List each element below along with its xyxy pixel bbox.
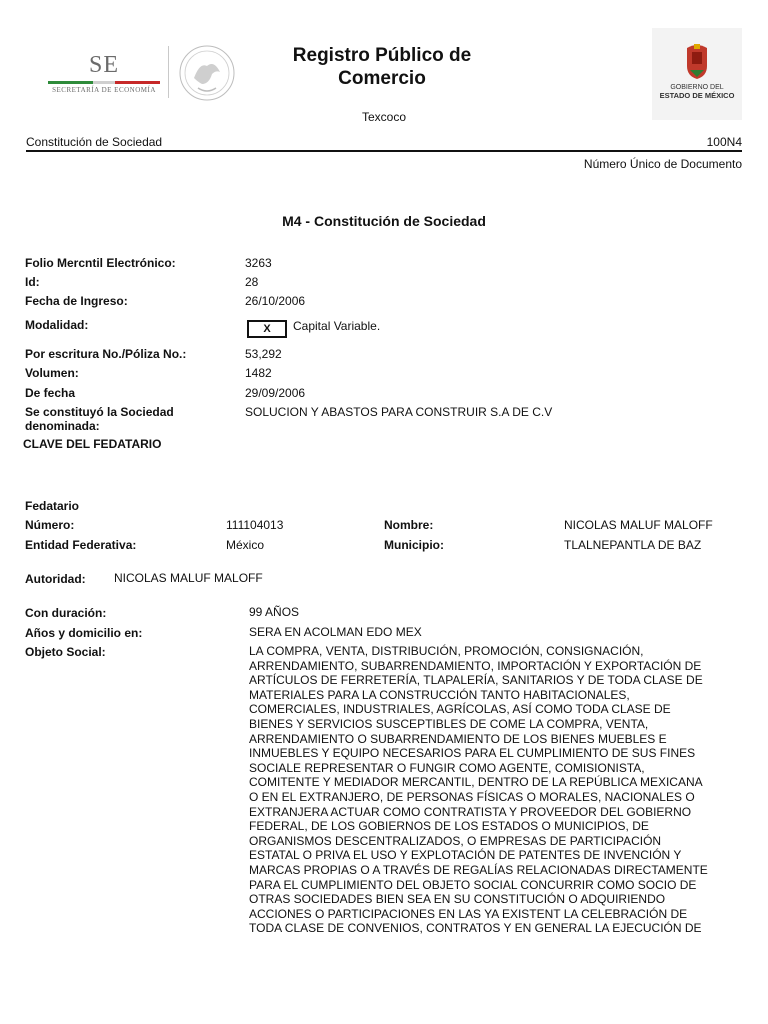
denominada-label-line-1: Se constituyó la Sociedad xyxy=(25,405,174,419)
se-logo-text: SE xyxy=(88,52,119,78)
folio-label: Folio Mercntil Electrónico: xyxy=(25,256,176,270)
entidad-value: México xyxy=(226,538,265,552)
de-fecha-value: 29/09/2006 xyxy=(245,386,306,400)
clave-fedatario-label: CLAVE DEL FEDATARIO xyxy=(23,437,162,451)
id-value: 28 xyxy=(245,275,259,289)
modalidad-label: Modalidad: xyxy=(25,318,89,332)
modalidad-checkbox[interactable]: X xyxy=(247,320,287,338)
se-logo-bar xyxy=(48,81,160,84)
denominada-label-line-2: denominada: xyxy=(25,419,100,433)
edomex-logo xyxy=(652,28,742,120)
fecha-ingreso-label: Fecha de Ingreso: xyxy=(25,294,128,308)
folio-value: 3263 xyxy=(245,256,272,270)
document-type: Constitución de Sociedad xyxy=(26,135,163,149)
fecha-ingreso-value: 26/10/2006 xyxy=(245,294,306,308)
nud-label: Número Único de Documento xyxy=(583,157,742,171)
duracion-value: 99 AÑOS xyxy=(249,605,300,619)
nombre-value: NICOLAS MALUF MALOFF xyxy=(564,518,713,532)
duracion-label: Con duración: xyxy=(25,606,107,620)
objeto-label: Objeto Social: xyxy=(25,645,106,659)
municipio-label: Municipio: xyxy=(384,538,444,552)
fedatario-heading: Fedatario xyxy=(25,499,80,513)
escritura-value: 53,292 xyxy=(245,347,282,361)
nombre-label: Nombre: xyxy=(384,518,434,532)
volumen-label: Volumen: xyxy=(25,366,79,380)
office-city: Texcoco xyxy=(361,110,407,124)
edomex-logo-text xyxy=(652,84,742,101)
logo-divider xyxy=(168,46,169,98)
modalidad-value: Capital Variable. xyxy=(293,319,381,333)
escritura-label: Por escritura No./Póliza No.: xyxy=(25,347,187,361)
objeto-value: LA COMPRA, VENTA, DISTRIBUCIÓN, PROMOCIÓN, CONSIGNACIÓN, ARRENDAMIENTO, SUBARRENDAMIENTO, IMPORTACIÓN Y EXPORTACIÓN DE ARTÍCULOS DE FERRETERÍA, TLAPALERÍA, SANITARIOS Y DE TODA CLASE DE MATERIALES PARA LA CONSTRUCCIÓN TANTO HABITACIONALES, COMERCIALES, INDUSTRIALES, AGRÍCOLAS, ASÍ COMO TODA CLASE DE BIENES Y SERVICIOS SUSCEPTIBLES DE COME LA COMPRA, VENTA, ARRENDAMIENTO O SUBARRENDAMIENTO DE LOS BIENES MUEBLES E INMUEBLES Y EQUIPO NECESARIOS PARA EL CUMPLIMIENTO DE SUS FINES SOCIALE REPRESENTAR O FUNGIR COMO AGENTE, COMISIONISTA, COMITENTE Y MEDIADOR MERCANTIL, DENTRO DE LA REPÚBLICA MEXICANA O EN EL EXTRANJERO, DE PERSONAS FÍSICAS O MORALES, NACIONALES O EXTRANJERA ACTUAR COMO CONTRATISTA Y PROVEEDOR DEL GOBIERNO FEDERAL, DE LOS GOBIERNOS DE LOS ESTADOS O MUNICIPIOS, DE ORGANISMOS DESCENTRALIZADOS, O EMPRESAS DE PARTICIPACIÓN ESTATAL O PRIVA EL USO Y EXPLOTACIÓN DE PATENTES DE INVENCIÓN Y MARCAS PROPIAS O A TRAVÉS DE REGALÍAS RELACIONADAS DIRECTAMENTE PARA EL CUMPLIMIENTO DEL OBJETO SOCIAL CONCURRIR COMO SOCIO DE OTRAS SOCIEDADES BIEN SEA EN SU CONSTITUCIÓN O ADQUIRIENDO ACCIONES O PARTICIPACIONES EN LAS YA EXISTENT LA CELEBRACIÓN DE TODA CLASE DE CONVENIOS, CONTRATOS Y EN GENERAL LA EJECUCIÓN DE xyxy=(249,644,708,936)
state-shield-icon xyxy=(683,42,711,80)
denominada-value: SOLUCION Y ABASTOS PARA CONSTRUIR S.A DE C.V xyxy=(245,405,553,419)
numero-label: Número: xyxy=(25,518,75,532)
document-code: 100N4 xyxy=(706,135,742,149)
de-fecha-label: De fecha xyxy=(25,386,76,400)
domicilio-value: SERA EN ACOLMAN EDO MEX xyxy=(249,625,422,639)
header-rule xyxy=(26,150,742,152)
page-title: Registro Público de Comercio xyxy=(292,45,472,89)
se-logo xyxy=(48,52,160,100)
numero-value: 111104013 xyxy=(226,518,284,532)
volumen-value: 1482 xyxy=(245,366,272,380)
national-seal-icon xyxy=(176,44,238,102)
section-title: M4 - Constitución de Sociedad xyxy=(282,213,486,229)
id-label: Id: xyxy=(25,275,40,289)
domicilio-label: Años y domicilio en: xyxy=(25,626,143,640)
se-logo-subtitle: SECRETARÍA DE ECONOMÍA xyxy=(52,86,156,94)
edomex-line-2: ESTADO DE MÉXICO xyxy=(659,91,735,100)
autoridad-label: Autoridad: xyxy=(25,572,86,586)
autoridad-value: NICOLAS MALUF MALOFF xyxy=(114,571,263,585)
municipio-value: TLALNEPANTLA DE BAZ xyxy=(564,538,702,552)
edomex-line-1: GOBIERNO DEL xyxy=(670,84,724,91)
entidad-label: Entidad Federativa: xyxy=(25,538,137,552)
